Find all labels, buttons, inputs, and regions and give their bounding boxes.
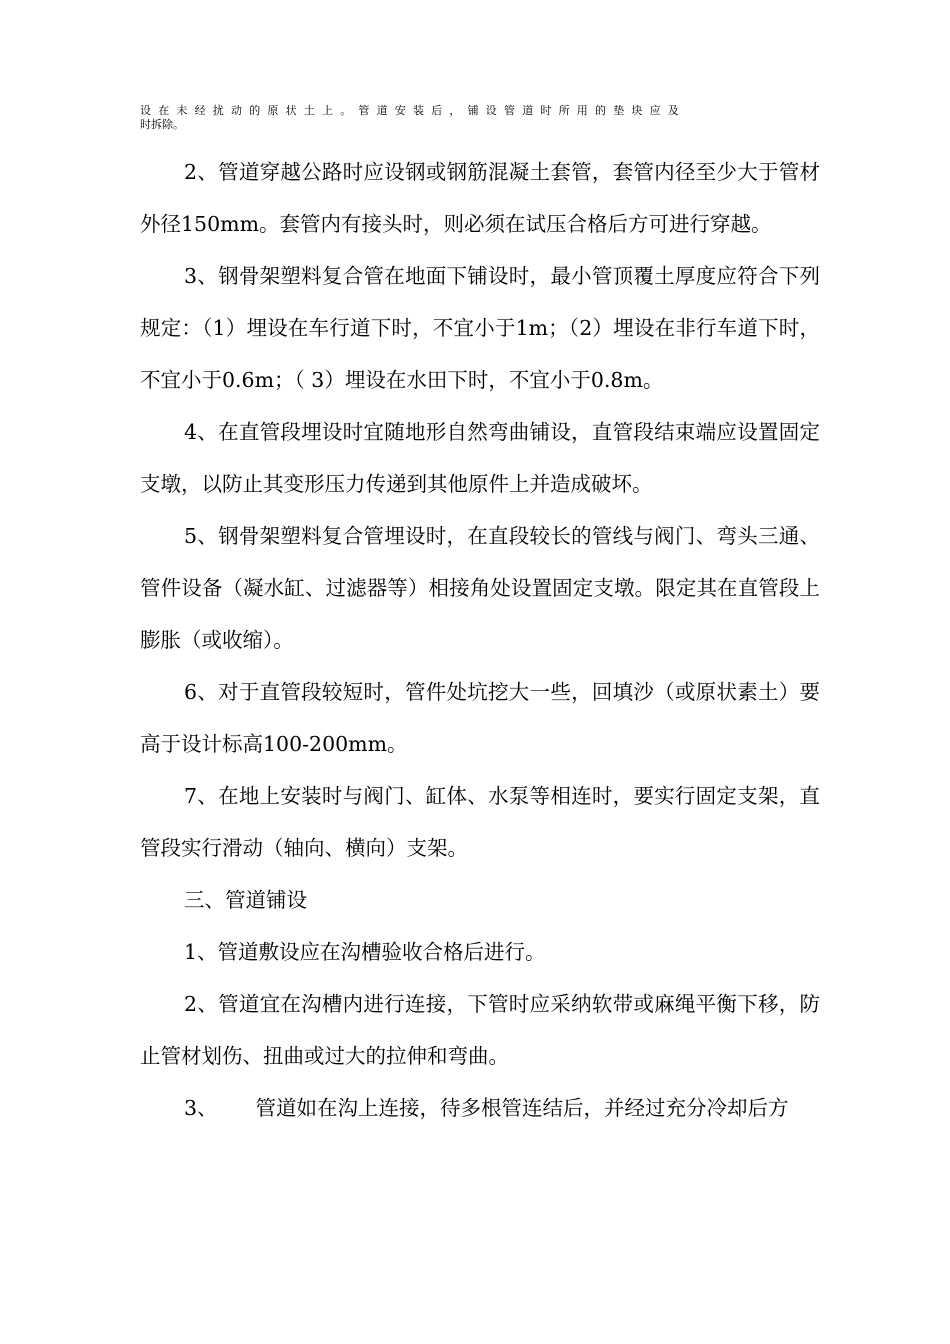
paragraph-straight-section: 4、在直管段埋设时宜随地形自然弯曲铺设，直管段结束端应设置固定支墩，以防止其变形压力传递到其他原件上并造成破坏。 bbox=[140, 420, 820, 496]
paragraph-fixed-piers: 5、钢骨架塑料复合管埋设时，在直段较长的管线与阀门、弯头三通、管件设备（凝水缸、过滤器等）相接角处设置固定支墩。限定其在直管段上膨胀（或收缩）。 bbox=[140, 524, 820, 652]
paragraph-connection-above-trench bbox=[140, 1082, 820, 1134]
paragraph-pipe-road-crossing: 2、管道穿越公路时应设钢或钢筋混凝土套管，套管内径至少大于管材外径150mm。套管内有接头时，则必须在试压合格后方可进行穿越。 bbox=[140, 160, 820, 236]
paragraph-cover-depth: 3、钢骨架塑料复合管在地面下铺设时，最小管顶覆土厚度应符合下列规定：（1）埋设在车行道下时，不宜小于1m；（2）埋设在非行车道下时，不宜小于0.6m；（ 3）埋设在水田下时，不宜小于0.8m。 bbox=[140, 264, 820, 392]
top-fragment-line-2: 时拆除。 bbox=[140, 118, 184, 131]
paragraph-laying-after-inspection: 1、管道敷设应在沟槽验收合格后进行。 bbox=[184, 940, 546, 964]
paragraph-short-section: 6、对于直管段较短时，管件处坑挖大一些，回填沙（或原状素土）要高于设计标高100-200mm。 bbox=[140, 680, 820, 756]
paragraph-number: 3、 bbox=[184, 1096, 218, 1120]
section-heading-pipe-laying: 三、管道铺设 bbox=[184, 888, 307, 912]
paragraph-text: 管道如在沟上连接，待多根管连结后，并经过充分冷却后方 bbox=[255, 1096, 789, 1120]
paragraph-connection-in-trench: 2、管道宜在沟槽内进行连接，下管时应采纳软带或麻绳平衡下移，防止管材划伤、扭曲或过大的拉伸和弯曲。 bbox=[140, 992, 820, 1068]
top-fragment bbox=[140, 104, 820, 132]
document-body bbox=[140, 146, 820, 1134]
top-fragment-line-1: 设在未经扰动的原状土上。管道安装后，铺设管道时所用的垫块应及 bbox=[140, 104, 686, 117]
paragraph-above-ground: 7、在地上安装时与阀门、缸体、水泵等相连时，要实行固定支架，直管段实行滑动（轴向、横向）支架。 bbox=[140, 784, 820, 860]
